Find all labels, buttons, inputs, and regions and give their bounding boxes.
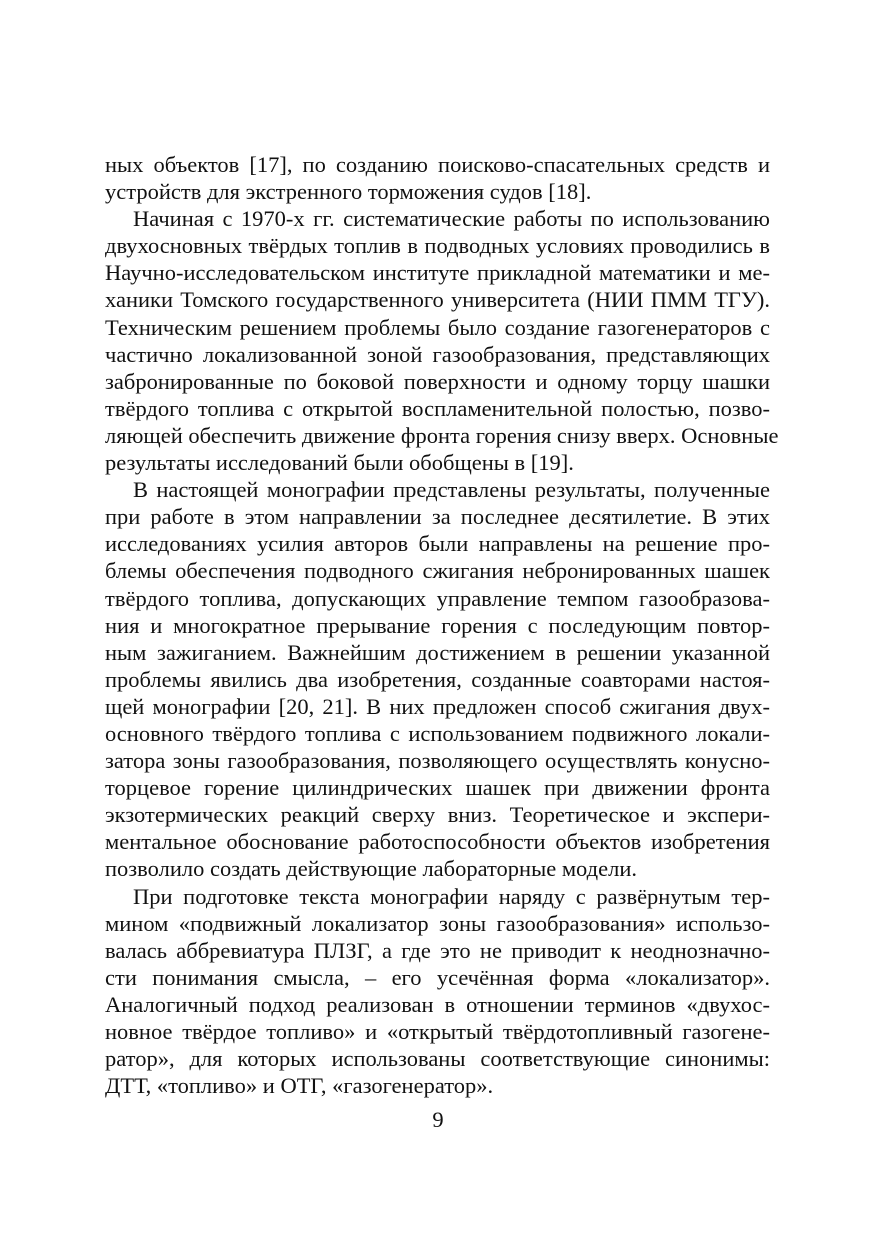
text-line: основного твёрдого топлива с использованием подвижного локали-: [105, 720, 770, 746]
paragraph: [105, 205, 779, 476]
text-line: ДТТ, «топливо» и ОТГ, «газогенератор».: [105, 1073, 494, 1099]
text-line: сти понимания смысла, – его усечённая форма «локализатор».: [105, 964, 770, 990]
text-line: Научно-исследовательском институте прикладной математики и ме-: [105, 260, 770, 286]
text-line: забронированные по боковой поверхности и одному торцу шашки: [105, 368, 770, 394]
text-line: частично локализованной зоной газообразования, представляющих: [105, 341, 770, 367]
text-line: экзотермических реакций сверху вниз. Теоретическое и экспери-: [105, 802, 770, 828]
paragraph: [105, 151, 770, 205]
text-line: В настоящей монографии представлены результаты, полученные: [133, 477, 770, 503]
text-line: Аналогичный подход реализован в отношении терминов «двухос-: [105, 991, 770, 1017]
text-line: затора зоны газообразования, позволяющего осуществлять конусно-: [105, 748, 770, 774]
text-line: валась аббревиатура ПЛЗГ, а где это не приводит к неоднозначно-: [105, 937, 770, 963]
text-line: ным зажиганием. Важнейшим достижением в решении указанной: [105, 639, 770, 665]
text-line: проблемы явились два изобретения, созданные соавторами настоя-: [105, 666, 770, 692]
text-line: твёрдого топлива, допускающих управление темпом газообразова-: [105, 585, 770, 611]
text-line: При подготовке текста монографии наряду с развёрнутым тер-: [133, 883, 770, 909]
text-line: Техническим решением проблемы было создание газогенераторов с: [105, 314, 770, 340]
paragraph: [105, 883, 770, 1100]
text-line: твёрдого топлива с открытой воспламенительной полостью, позво-: [105, 395, 770, 421]
text-line: блемы обеспечения подводного сжигания небронированных шашек: [105, 558, 770, 584]
text-line: позволило создать действующие лабораторные модели.: [105, 856, 637, 882]
text-line: ния и многократное прерывание горения с последующим повтор-: [105, 612, 770, 638]
paragraph: [105, 476, 770, 882]
text-line: щей монографии [20, 21]. В них предложен способ сжигания двух-: [105, 693, 770, 719]
text-line: ратор», для которых использованы соответствующие синонимы:: [105, 1046, 770, 1072]
text-line: ляющей обеспечить движение фронта горения снизу вверх. Основные: [105, 422, 779, 448]
text-line: торцевое горение цилиндрических шашек при движении фронта: [105, 775, 770, 801]
text-line: ханики Томского государственного университета (НИИ ПММ ТГУ).: [105, 287, 770, 313]
text-line: Начиная с 1970-х гг. систематические работы по использованию: [133, 206, 770, 232]
text-line: ментальное обоснование работоспособности объектов изобретения: [105, 829, 770, 855]
text-line: при работе в этом направлении за последнее десятилетие. В этих: [105, 504, 770, 530]
text-line: двухосновных твёрдых топлив в подводных условиях проводились в: [105, 233, 770, 259]
text-line: результаты исследований были обобщены в [19].: [105, 450, 574, 476]
text-line: новное твёрдое топливо» и «открытый твёрдотопливный газогене-: [105, 1019, 770, 1044]
text-line: мином «подвижный локализатор зоны газообразования» использо-: [105, 910, 770, 936]
page-body: [105, 151, 779, 1099]
text-line: ных объектов [17], по созданию поисково-спасательных средств и: [105, 152, 770, 177]
text-line: устройств для экстренного торможения судов [18].: [105, 179, 592, 205]
text-line: исследованиях усилия авторов были направлены на решение про-: [105, 531, 770, 557]
page-number: 9: [432, 1107, 444, 1132]
